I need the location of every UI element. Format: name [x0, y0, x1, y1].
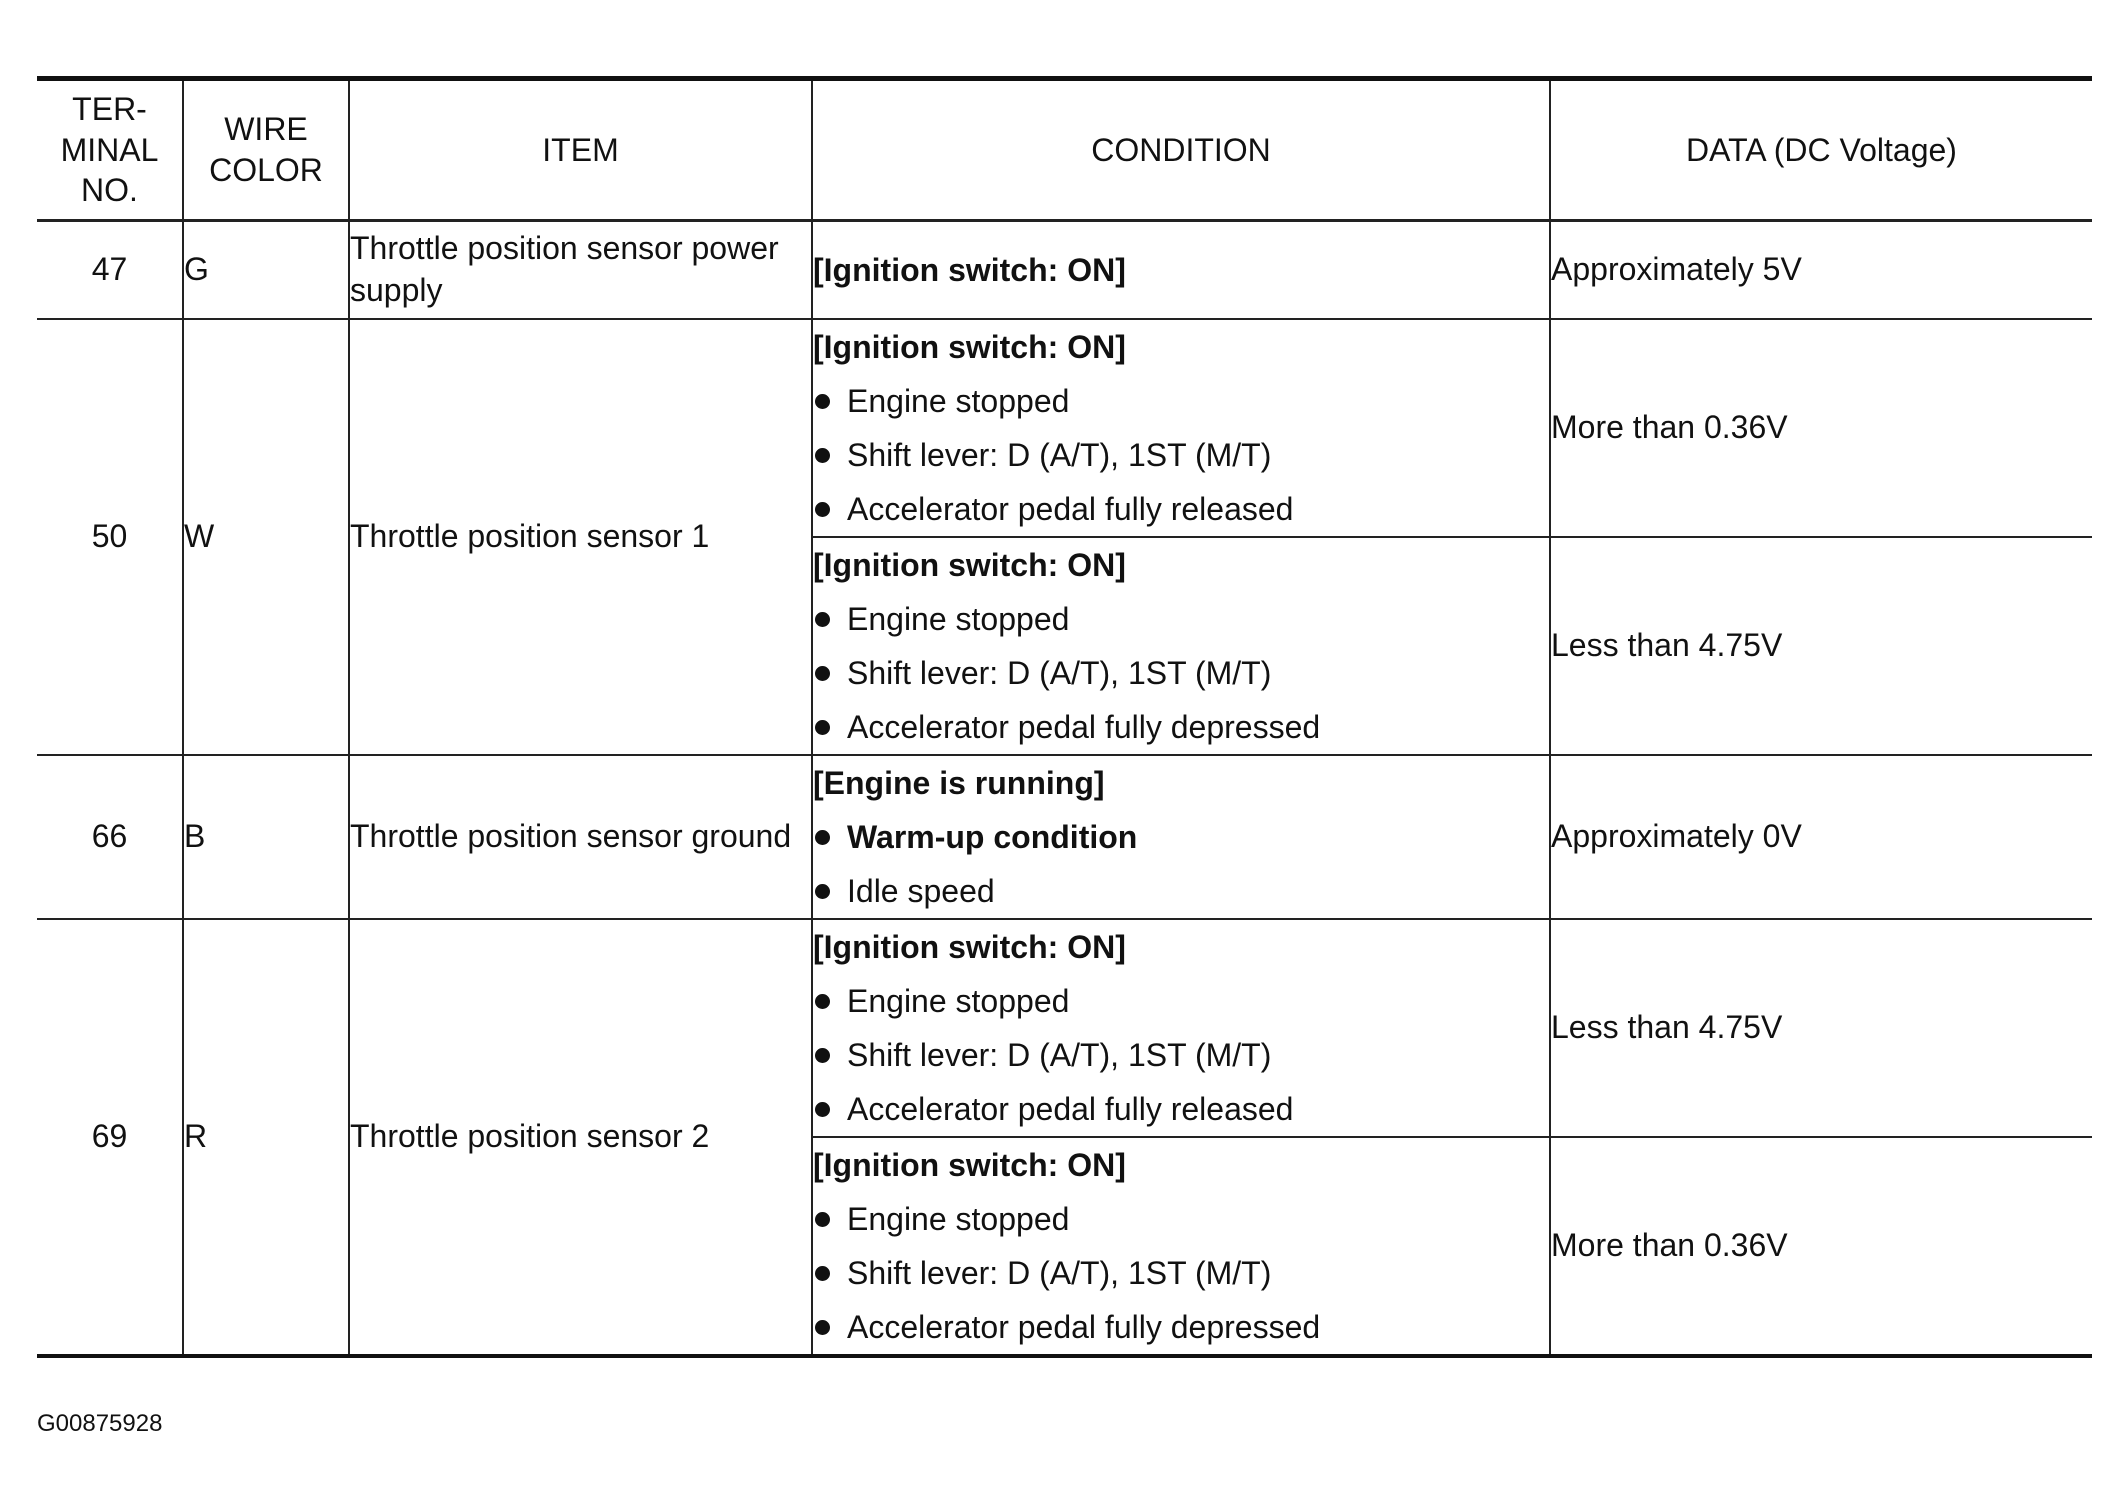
condition-bullet-item [813, 1300, 1549, 1354]
terminal-number: 50 [37, 319, 183, 755]
item-description: Throttle position sensor power supply [349, 221, 812, 320]
bullet-dot-icon [815, 720, 830, 735]
voltage-data: More than 0.36V [1550, 1137, 2092, 1356]
bullet-dot-icon [815, 612, 830, 627]
condition-heading: [Ignition switch: ON] [813, 252, 1126, 288]
condition-heading: [Ignition switch: ON] [813, 1147, 1126, 1183]
terminal-number: 66 [37, 755, 183, 919]
condition-bullet-text: Shift lever: D (A/T), 1ST (M/T) [847, 437, 1272, 473]
condition-bullet-list [813, 374, 1549, 536]
condition-heading: [Engine is running] [813, 765, 1105, 801]
condition-bullet-item [813, 700, 1549, 754]
condition-bullet-item [813, 1028, 1549, 1082]
header-terminal-no [37, 79, 183, 221]
condition-bullet-text: Accelerator pedal fully depressed [847, 1309, 1321, 1345]
condition-bullet-text: Shift lever: D (A/T), 1ST (M/T) [847, 1255, 1272, 1291]
header-wire-line-1: WIRE [224, 111, 308, 148]
voltage-data: Approximately 0V [1550, 755, 2092, 919]
condition-heading: [Ignition switch: ON] [813, 547, 1126, 583]
terminal-number: 47 [37, 221, 183, 320]
table-row [37, 319, 2092, 537]
bullet-dot-icon [815, 448, 830, 463]
wire-color: R [183, 919, 349, 1356]
condition-bullet-text: Accelerator pedal fully released [847, 1091, 1294, 1127]
condition-cell [812, 221, 1550, 320]
condition-cell [812, 919, 1550, 1137]
condition-bullet-text: Idle speed [847, 873, 995, 909]
condition-bullet-item [813, 1192, 1549, 1246]
condition-cell [812, 319, 1550, 537]
bullet-dot-icon [815, 1320, 830, 1335]
condition-bullet-text: Engine stopped [847, 601, 1070, 637]
condition-bullet-list [813, 592, 1549, 754]
bullet-dot-icon [815, 1212, 830, 1227]
voltage-data: Less than 4.75V [1550, 919, 2092, 1137]
condition-bullet-item [813, 974, 1549, 1028]
table-row [37, 755, 2092, 919]
bullet-dot-icon [815, 884, 830, 899]
table-row [37, 919, 2092, 1137]
condition-bullet-item [813, 482, 1549, 536]
condition-cell [812, 755, 1550, 919]
header-wire-line-2: COLOR [209, 152, 323, 188]
bullet-dot-icon [815, 1102, 830, 1117]
figure-code: G00875928 [37, 1410, 163, 1437]
header-wire-color [183, 79, 349, 221]
bullet-dot-icon [815, 666, 830, 681]
table-row [37, 221, 2092, 320]
condition-bullet-text: Shift lever: D (A/T), 1ST (M/T) [847, 655, 1272, 691]
bullet-dot-icon [815, 394, 830, 409]
terminal-data-sheet [37, 76, 2092, 1358]
condition-bullet-text: Accelerator pedal fully depressed [847, 709, 1321, 745]
bullet-dot-icon [815, 1048, 830, 1063]
condition-bullet-list [813, 810, 1549, 918]
condition-bullet-text: Engine stopped [847, 383, 1070, 419]
bullet-dot-icon [815, 502, 830, 517]
condition-bullet-item [813, 864, 1549, 918]
condition-bullet-text: Shift lever: D (A/T), 1ST (M/T) [847, 1037, 1272, 1073]
condition-bullet-item [813, 646, 1549, 700]
wire-color: G [183, 221, 349, 320]
voltage-data: Approximately 5V [1550, 221, 2092, 320]
bullet-dot-icon [815, 830, 830, 845]
voltage-data: More than 0.36V [1550, 319, 2092, 537]
table-body [37, 221, 2092, 1357]
terminal-number: 69 [37, 919, 183, 1356]
condition-bullet-item [813, 1246, 1549, 1300]
item-description: Throttle position sensor 2 [349, 919, 812, 1356]
condition-bullet-text: Accelerator pedal fully released [847, 491, 1294, 527]
header-data: DATA (DC Voltage) [1550, 79, 2092, 221]
condition-bullet-list [813, 974, 1549, 1136]
header-terminal-line-1: TER- [72, 90, 147, 127]
table-header-row [37, 79, 2092, 221]
bullet-dot-icon [815, 994, 830, 1009]
header-item: ITEM [349, 79, 812, 221]
condition-bullet-item [813, 428, 1549, 482]
condition-bullet-item [813, 810, 1549, 864]
condition-bullet-item [813, 374, 1549, 428]
wire-color: W [183, 319, 349, 755]
condition-heading: [Ignition switch: ON] [813, 929, 1126, 965]
voltage-data: Less than 4.75V [1550, 537, 2092, 755]
condition-bullet-text: Warm-up condition [847, 819, 1138, 855]
condition-bullet-text: Engine stopped [847, 983, 1070, 1019]
condition-cell [812, 1137, 1550, 1356]
condition-heading: [Ignition switch: ON] [813, 329, 1126, 365]
item-description: Throttle position sensor 1 [349, 319, 812, 755]
header-condition: CONDITION [812, 79, 1550, 221]
condition-cell [812, 537, 1550, 755]
header-terminal-line-2: MINAL [60, 131, 159, 168]
bullet-dot-icon [815, 1266, 830, 1281]
condition-bullet-text: Engine stopped [847, 1201, 1070, 1237]
item-description: Throttle position sensor ground [349, 755, 812, 919]
condition-bullet-item [813, 1082, 1549, 1136]
terminal-spec-table [37, 76, 2092, 1358]
condition-bullet-item [813, 592, 1549, 646]
wire-color: B [183, 755, 349, 919]
condition-bullet-list [813, 1192, 1549, 1354]
header-terminal-line-3: NO. [81, 172, 138, 209]
